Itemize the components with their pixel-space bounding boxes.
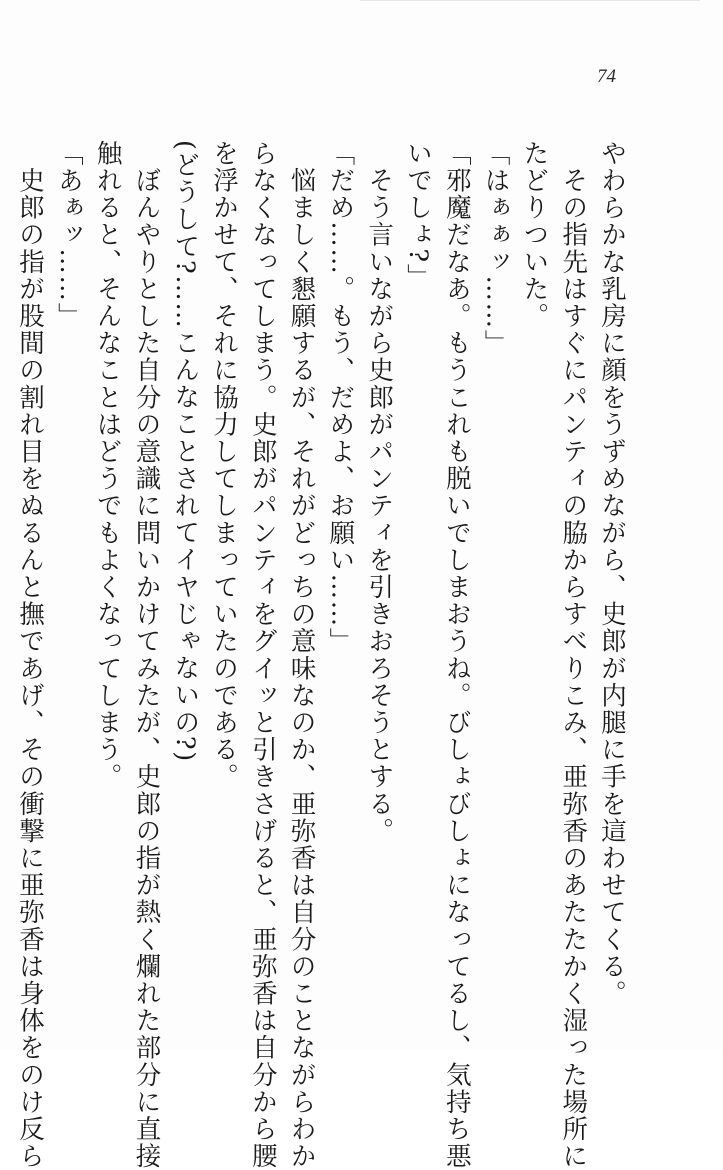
text-line: 「はぁぁッ……」	[480, 140, 511, 357]
text-line: 悩ましく懇願するが、それがどっちの意味なのか、亜弥香は自分のことながらわか	[286, 140, 317, 1170]
text-line: 「あぁッ……」	[53, 140, 84, 330]
text-line: 「邪魔だなあ。もうこれも脱いでしまおうね。びしょびしょになってるし、気持ち悪	[441, 140, 472, 1170]
text-line: いでしょ?」	[403, 140, 434, 291]
text-line: 「だめ……。もう、だめよ、お願い……」	[325, 140, 356, 655]
text-line: そう言いながら史郎がパンティを引きおろそうとする。	[364, 140, 395, 845]
text-line: 触れると、そんなことはどうでもよくなってしまう。	[92, 140, 123, 791]
text-line: らなくなってしまう。史郎がパンティをグイッと引きさげると、亜弥香は自分から腰	[247, 140, 278, 1170]
text-line: たどりついた。	[519, 140, 550, 330]
text-line: ぼんやりとした自分の意識に問いかけてみたが、史郎の指が熱く爛れた部分に直接	[131, 140, 162, 1170]
vertical-text-body	[10, 140, 631, 1170]
text-line: (どうして?……こんなことされてイヤじゃないの?)	[170, 140, 201, 763]
text-line: やわらかな乳房に顔をうずめながら、史郎が内腿に手を這わせてくる。	[597, 140, 627, 1008]
page-edge-line	[360, 0, 700, 1]
text-line: を浮かせて、それに協力してしまっていたのである。	[209, 140, 240, 791]
text-line: その指先はすぐにパンティの脇からすべりこみ、亜弥香のあたたかく湿った場所に	[558, 140, 589, 1170]
page-number: 74	[597, 66, 616, 87]
text-line: 史郎の指が股間の割れ目をぬるんと撫であげ、その衝撃に亜弥香は身体をのけ反ら	[15, 140, 46, 1170]
